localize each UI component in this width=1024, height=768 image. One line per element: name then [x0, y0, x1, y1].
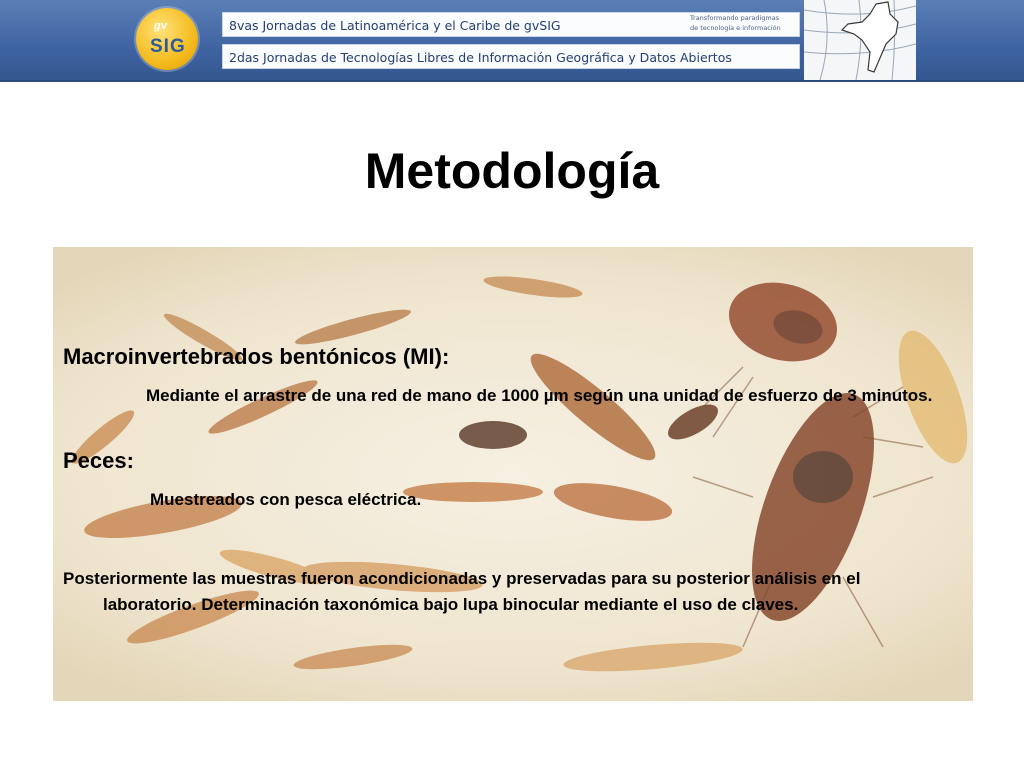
section-heading-macroinvertebrates: Macroinvertebrados bentónicos (MI):	[63, 344, 450, 369]
section-text-fish: Muestreados con pesca eléctrica.	[150, 490, 422, 509]
slide-title: Metodología	[364, 143, 660, 199]
section-text-macroinvertebrates: Mediante el arrastre de una red de mano de 1000 µm según una unidad de esfuerzo de 3 minutos.	[146, 386, 933, 405]
invertebrates-photo	[53, 247, 973, 701]
gvsig-logo	[136, 8, 198, 70]
tagline-line-1: Transformando paradigmas	[690, 14, 780, 22]
section-heading-fish: Peces:	[63, 448, 134, 473]
specimens-illustration	[53, 247, 973, 701]
header-banner	[0, 0, 1024, 82]
banner-tagline	[690, 13, 798, 33]
map-graphic	[804, 0, 916, 80]
logo-text-top: gv	[154, 20, 167, 32]
banner-line-2: 2das Jornadas de Tecnologías Libres de Información Geográfica y Datos Abiertos	[222, 44, 800, 69]
tagline-line-2: de tecnología e información	[690, 24, 781, 32]
conclusion-paragraph: Posteriormente las muestras fueron acondicionadas y preservadas para su posterior análisis en el laboratorio. Determinación taxonómica bajo lupa binocular mediante el uso de claves.	[63, 569, 861, 614]
banner-line-1: 8vas Jornadas de Latinoamérica y el Caribe de gvSIG	[222, 12, 800, 37]
logo-text-main: SIG	[150, 36, 186, 57]
americas-map-icon	[804, 0, 916, 80]
